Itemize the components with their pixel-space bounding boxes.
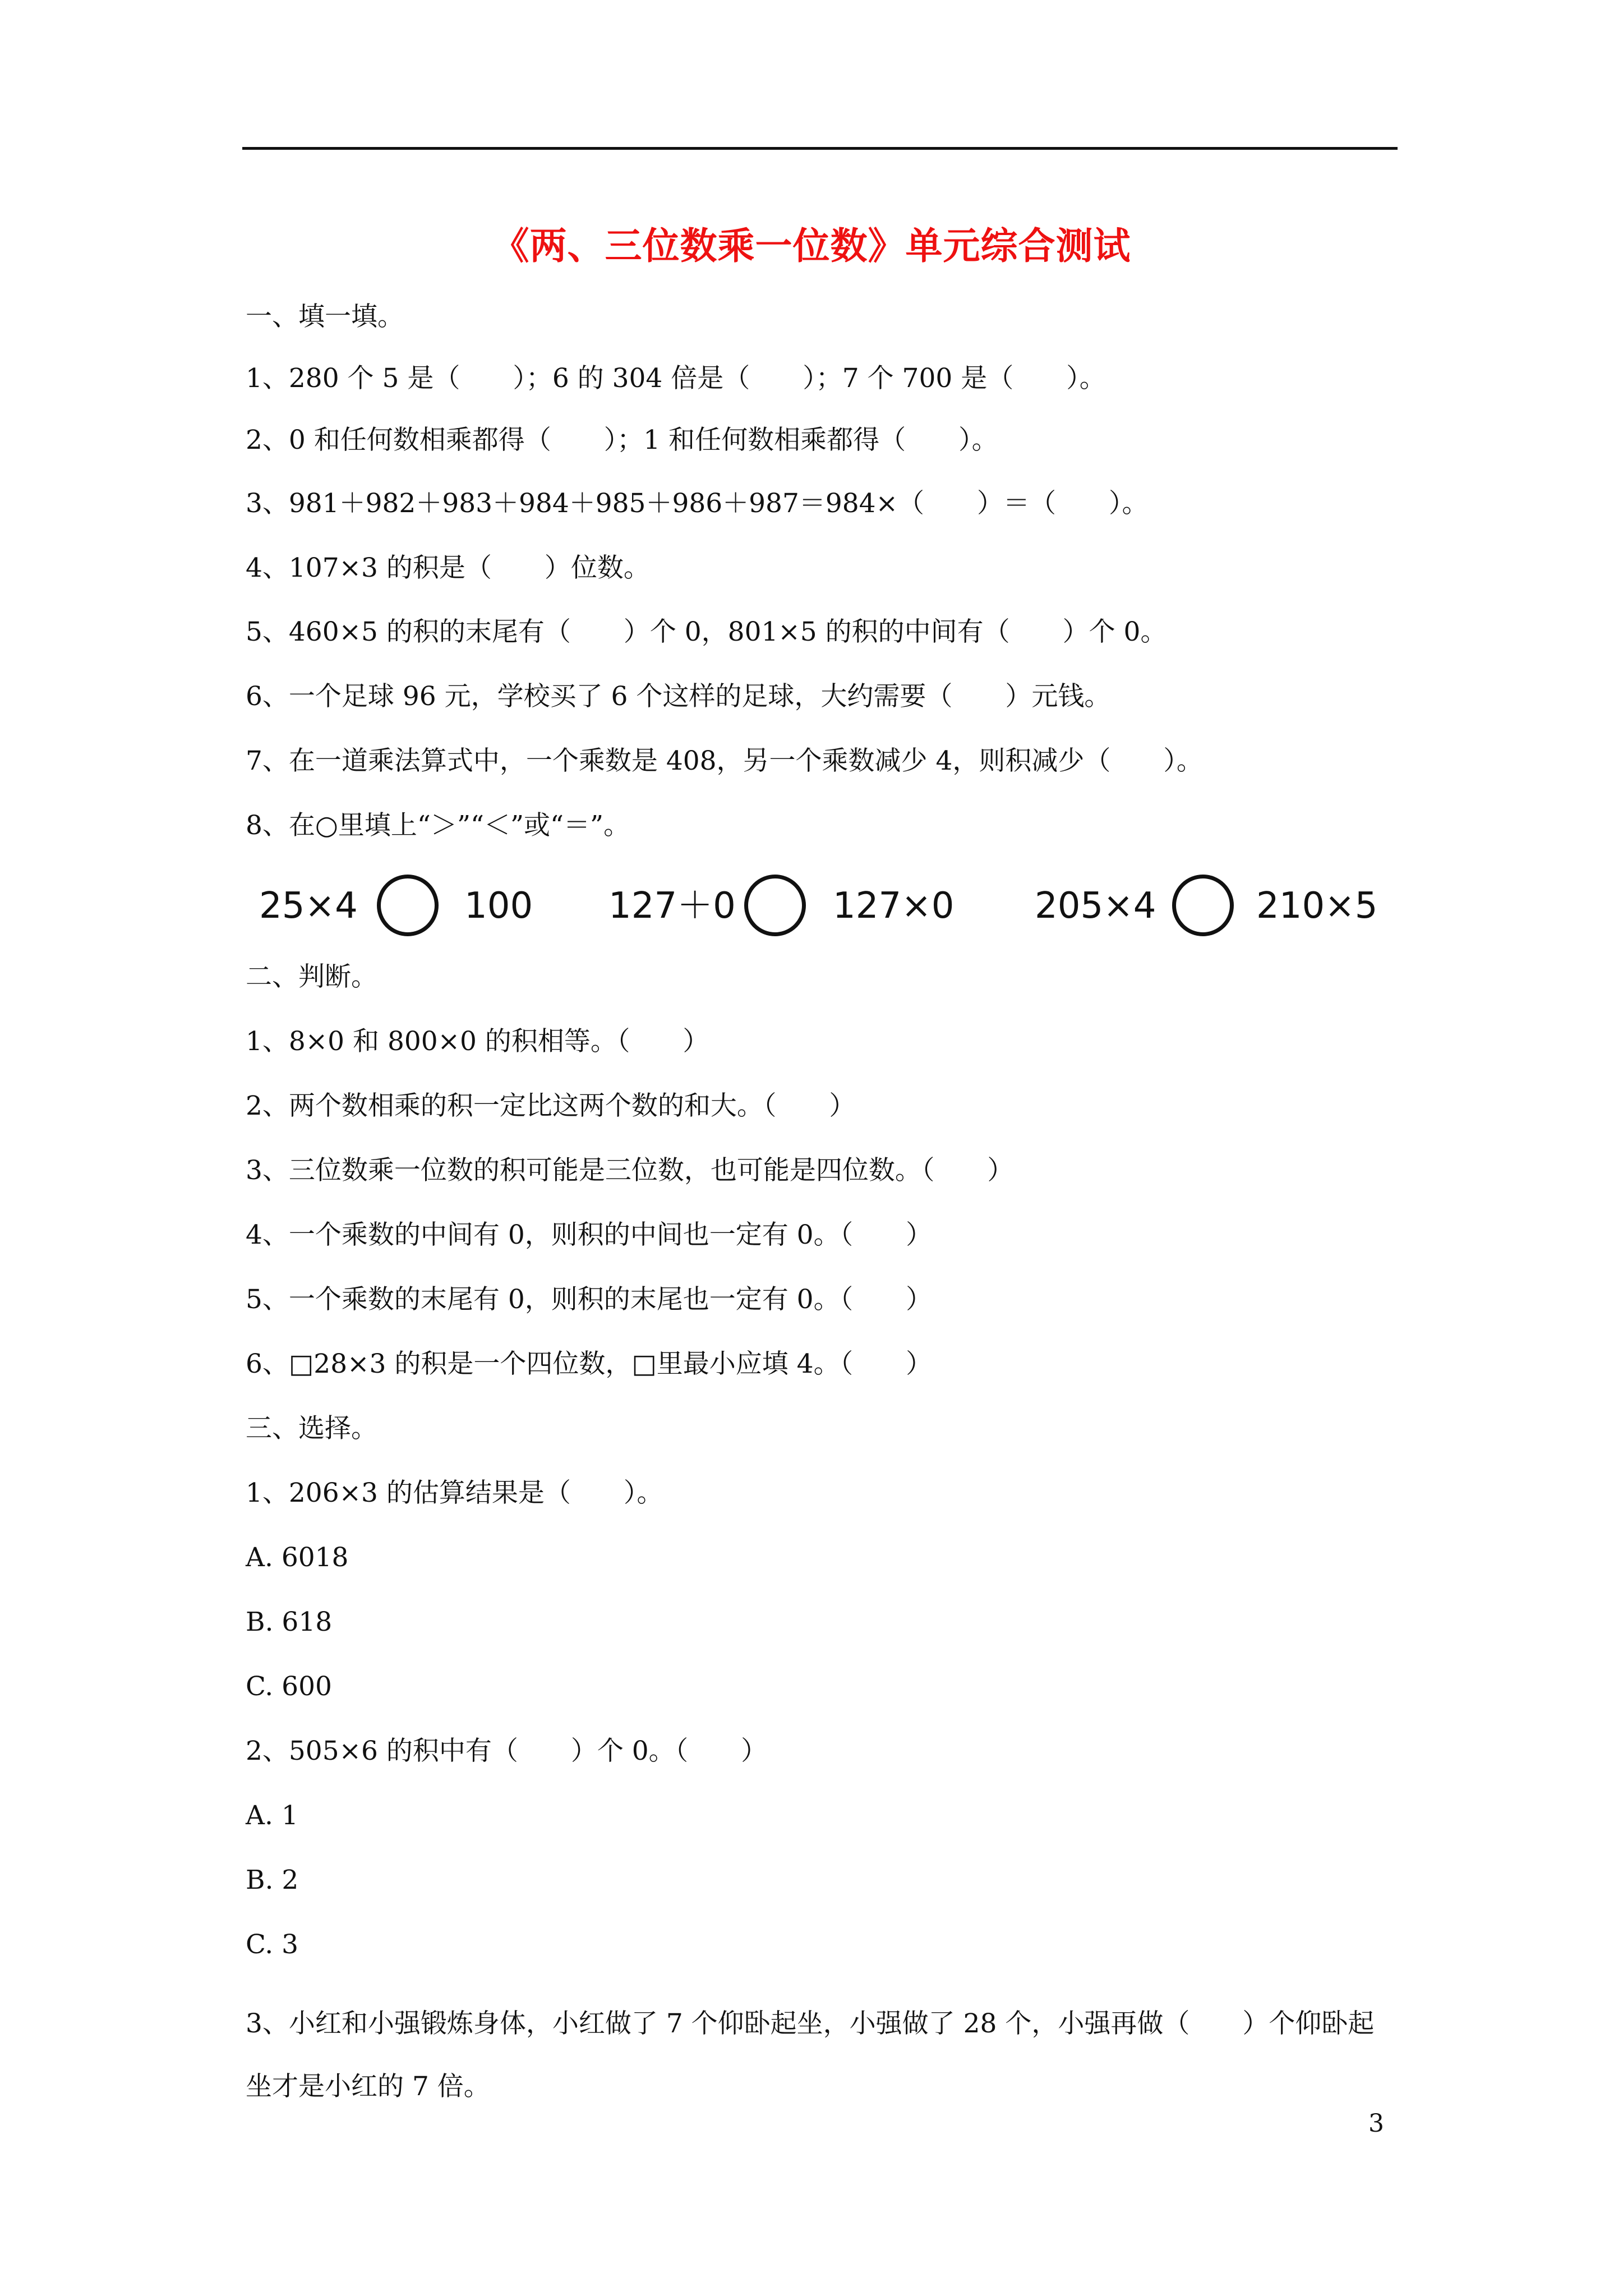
comparison-row xyxy=(0,872,1623,945)
judgment-question-3: 3、三位数乘一位数的积可能是三位数，也可能是四位数。（ ） xyxy=(246,1155,1014,1186)
comparison-3-answer-circle[interactable] xyxy=(1172,875,1234,936)
judgment-question-2: 2、两个数相乘的积一定比这两个数的和大。（ ） xyxy=(246,1091,856,1121)
comparison-1-right: 100 xyxy=(464,885,533,927)
fill-in-question-6: 6、一个足球 96 元，学校买了 6 个这样的足球，大约需要（ ）元钱。 xyxy=(246,681,1111,712)
fill-in-question-4: 4、107×3 的积是（ ）位数。 xyxy=(246,553,650,583)
fill-in-question-7: 7、在一道乘法算式中，一个乘数是 408，另一个乘数减少 4，则积减少（ ）。 xyxy=(246,746,1203,776)
comparison-2-left: 127＋0 xyxy=(608,885,736,927)
choice-question-1-option-c: C. 600 xyxy=(246,1671,332,1702)
comparison-2-right: 127×0 xyxy=(833,885,955,927)
comparison-3-right: 210×5 xyxy=(1256,885,1378,927)
section-heading-judgment: 二、判断。 xyxy=(246,961,377,992)
choice-question-2-option-c: C. 3 xyxy=(246,1929,299,1960)
comparison-1-answer-circle[interactable] xyxy=(377,875,439,936)
choice-question-3: 3、小红和小强锻炼身体，小红做了 7 个仰卧起坐，小强做了 28 个，小强再做（ ）个仰卧起坐才是小红的 7 倍。 xyxy=(246,2008,1375,2102)
choice-question-2: 2、505×6 的积中有（ ）个 0。（ ） xyxy=(246,1736,768,1766)
section-heading-choice: 三、选择。 xyxy=(246,1413,377,1444)
page-number: 3 xyxy=(1368,2109,1384,2138)
fill-in-question-1: 1、280 个 5 是（ ）；6 的 304 倍是（ ）；7 个 700 是（ ）。 xyxy=(246,363,1106,394)
comparison-3-left: 205×4 xyxy=(1035,885,1156,927)
choice-question-1-option-a: A. 6018 xyxy=(246,1542,349,1573)
choice-question-2-option-a: A. 1 xyxy=(246,1800,298,1831)
fill-in-question-5: 5、460×5 的积的末尾有（ ）个 0，801×5 的积的中间有（ ）个 0。 xyxy=(246,616,1167,647)
fill-in-question-2: 2、0 和任何数相乘都得（ ）；1 和任何数相乘都得（ ）。 xyxy=(246,425,998,455)
fill-in-question-3: 3、981＋982＋983＋984＋985＋986＋987＝984×（ ）＝（ ）。 xyxy=(246,488,1149,519)
judgment-question-4: 4、一个乘数的中间有 0，则积的中间也一定有 0。（ ） xyxy=(246,1220,933,1250)
comparison-2-answer-circle[interactable] xyxy=(744,875,806,936)
page-title: 《两、三位数乘一位数》单元综合测试 xyxy=(492,224,1131,268)
judgment-question-1: 1、8×0 和 800×0 的积相等。（ ） xyxy=(246,1026,709,1057)
header-rule xyxy=(242,147,1398,150)
judgment-question-5: 5、一个乘数的末尾有 0，则积的末尾也一定有 0。（ ） xyxy=(246,1284,933,1315)
comparison-1-left: 25×4 xyxy=(259,885,358,927)
choice-question-1-option-b: B. 618 xyxy=(246,1607,333,1637)
section-heading-fill-in: 一、填一填。 xyxy=(246,301,404,332)
choice-question-1: 1、206×3 的估算结果是（ ）。 xyxy=(246,1478,663,1508)
judgment-question-6: 6、□28×3 的积是一个四位数，□里最小应填 4。（ ） xyxy=(246,1349,933,1379)
fill-in-question-8: 8、在○里填上“＞”“＜”或“＝”。 xyxy=(246,810,630,841)
choice-question-2-option-b: B. 2 xyxy=(246,1865,299,1895)
